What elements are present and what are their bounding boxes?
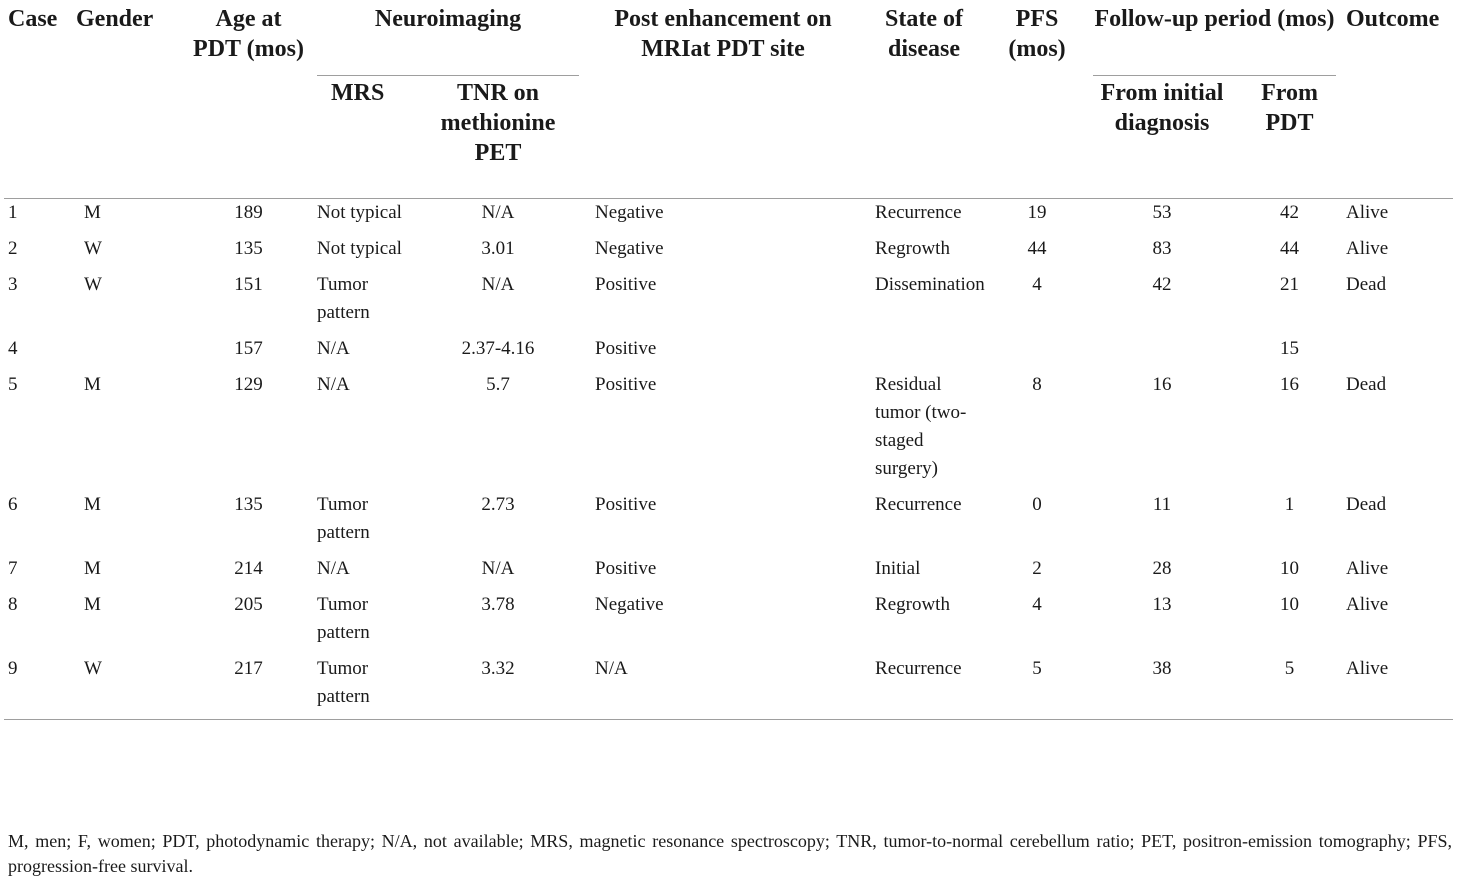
pfs-cell: 2	[1032, 558, 1042, 579]
case-cell: 1	[8, 202, 18, 223]
from-initial-cell: 16	[1152, 374, 1172, 395]
state-cell: Initial	[875, 558, 921, 579]
outcome-cell: Alive	[1346, 202, 1389, 223]
case-cell: 8	[8, 594, 18, 615]
gender-cell	[72, 335, 186, 371]
case-cell: 6	[8, 494, 18, 515]
pfs-cell: 0	[1032, 494, 1042, 515]
outcome-cell	[1342, 335, 1453, 371]
header-from-pdt: From PDT	[1237, 76, 1342, 199]
case-cell: 9	[4, 655, 72, 720]
table-row	[4, 235, 1453, 271]
outcome-cell: Dead	[1346, 494, 1387, 515]
mrs-cell: Not typical	[317, 202, 402, 223]
from-pdt-cell: 10	[1280, 558, 1300, 579]
table-row	[4, 591, 1453, 655]
state-cell: Regrowth	[875, 594, 950, 615]
case-cell: 4	[8, 338, 18, 359]
state-cell: Recurrence	[861, 655, 987, 720]
mrs-cell: N/A	[317, 374, 350, 395]
table-header	[4, 2, 1453, 199]
case-cell: 5	[8, 374, 18, 395]
tnr-cell: N/A	[481, 274, 515, 295]
state-cell: Regrowth	[875, 238, 950, 259]
table-footnote: M, men; F, women; PDT, photodynamic therapy; N/A, not available; MRS, magnetic resonance spectroscopy; TNR, tumor-to-normal cerebellum ratio; PET, positron-emission tomography; PFS, progression-free survival.	[8, 831, 1452, 876]
from-pdt-cell: 5	[1237, 655, 1342, 720]
mrs-cell: Tumor pattern	[311, 655, 411, 720]
header-row-top	[4, 2, 1453, 76]
gender-cell: W	[84, 238, 102, 259]
from-initial-cell: 42	[1152, 274, 1172, 295]
post-enhancement-cell: Negative	[595, 202, 664, 223]
table-body	[4, 199, 1453, 720]
tnr-cell: 2.73	[481, 494, 515, 515]
table-row	[4, 555, 1453, 591]
post-enhancement-cell: Positive	[595, 338, 657, 359]
table-row	[4, 199, 1453, 236]
from-initial-cell: 13	[1152, 594, 1172, 615]
age-cell: 157	[234, 338, 263, 359]
post-enhancement-cell: Positive	[595, 494, 657, 515]
table-row	[4, 655, 1453, 720]
tnr-cell: N/A	[481, 558, 515, 579]
post-enhancement-cell: Negative	[595, 238, 664, 259]
from-initial-cell: 53	[1152, 202, 1172, 223]
from-pdt-cell: 16	[1280, 374, 1300, 395]
age-cell: 135	[234, 494, 263, 515]
post-enhancement-cell: Negative	[595, 594, 664, 615]
outcome-cell: Alive	[1346, 558, 1389, 579]
age-cell: 214	[234, 558, 263, 579]
pfs-cell	[987, 335, 1087, 371]
age-cell: 129	[234, 374, 263, 395]
from-initial-cell: 28	[1152, 558, 1172, 579]
pfs-cell: 44	[1027, 238, 1047, 259]
outcome-cell: Alive	[1346, 238, 1389, 259]
gender-cell: M	[84, 594, 101, 615]
header-outcome: Outcome	[1342, 2, 1453, 199]
header-gender: Gender	[72, 2, 186, 199]
post-enhancement-cell: Positive	[595, 374, 657, 395]
age-cell: 217	[186, 655, 311, 720]
header-state: State of disease	[861, 2, 987, 199]
gender-cell: M	[84, 558, 101, 579]
state-cell: Recurrence	[875, 202, 962, 223]
from-pdt-cell: 44	[1280, 238, 1300, 259]
gender-cell: M	[84, 374, 101, 395]
tnr-cell: N/A	[481, 202, 515, 223]
pfs-cell: 4	[1032, 274, 1042, 295]
state-cell: Recurrence	[875, 494, 962, 515]
state-cell: Dissemination	[875, 274, 985, 295]
mrs-cell: Not typical	[317, 238, 402, 259]
age-cell: 205	[234, 594, 263, 615]
from-pdt-cell: 15	[1280, 338, 1300, 359]
gender-cell: W	[72, 655, 186, 720]
mrs-cell: N/A	[317, 558, 350, 579]
from-pdt-cell: 1	[1284, 494, 1295, 515]
outcome-cell: Dead	[1346, 274, 1387, 295]
post-enhancement-cell: Positive	[595, 274, 657, 295]
tnr-cell: 5.7	[486, 374, 510, 395]
mrs-cell: Tumor pattern	[317, 494, 370, 543]
mrs-cell: Tumor pattern	[317, 594, 370, 643]
case-cell: 7	[8, 558, 18, 579]
tnr-cell: 3.01	[481, 238, 515, 259]
header-post-enhancement: Post enhancement on MRIat PDT site	[585, 2, 861, 199]
table-row	[4, 335, 1453, 371]
age-cell: 189	[234, 202, 263, 223]
pfs-cell: 8	[1032, 374, 1042, 395]
gender-cell: W	[84, 274, 102, 295]
header-mrs: MRS	[311, 76, 411, 199]
state-cell	[861, 335, 987, 371]
from-initial-cell: 11	[1152, 494, 1172, 515]
table-row	[4, 271, 1453, 335]
tnr-cell: 3.78	[481, 594, 515, 615]
post-enhancement-cell: Positive	[595, 558, 657, 579]
outcome-cell: Dead	[1346, 374, 1387, 395]
table-row	[4, 371, 1453, 491]
table-row	[4, 491, 1453, 555]
pfs-cell: 4	[1032, 594, 1042, 615]
from-initial-cell: 83	[1152, 238, 1172, 259]
header-pfs: PFS (mos)	[987, 2, 1087, 199]
from-pdt-cell: 21	[1280, 274, 1300, 295]
header-age: Age at PDT (mos)	[186, 2, 311, 199]
case-cell: 3	[8, 274, 18, 295]
data-table	[4, 2, 1453, 720]
from-pdt-cell: 42	[1280, 202, 1300, 223]
header-case: Case	[4, 2, 72, 199]
age-cell: 135	[234, 238, 263, 259]
mrs-cell: N/A	[317, 338, 350, 359]
pfs-cell: 5	[987, 655, 1087, 720]
state-cell: Residual tumor (two-staged surgery)	[875, 374, 967, 479]
case-cell: 2	[8, 238, 18, 259]
header-followup: Follow-up period (mos)	[1087, 2, 1342, 76]
header-neuroimaging: Neuroimaging	[311, 2, 585, 76]
header-from-initial: From initial diagnosis	[1087, 76, 1237, 199]
age-cell: 151	[234, 274, 263, 295]
header-tnr: TNR on methionine PET	[411, 76, 585, 199]
gender-cell: M	[84, 202, 101, 223]
tnr-cell: 2.37-4.16	[461, 338, 535, 359]
from-initial-cell: 38	[1087, 655, 1237, 720]
outcome-cell: Alive	[1342, 655, 1453, 720]
gender-cell: M	[84, 494, 101, 515]
from-pdt-cell: 10	[1280, 594, 1300, 615]
outcome-cell: Alive	[1346, 594, 1389, 615]
post-enhancement-cell: N/A	[585, 655, 861, 720]
mrs-cell: Tumor pattern	[317, 274, 370, 323]
tnr-cell: 3.32	[411, 655, 585, 720]
pfs-cell: 19	[1027, 202, 1047, 223]
from-initial-cell	[1087, 335, 1237, 371]
